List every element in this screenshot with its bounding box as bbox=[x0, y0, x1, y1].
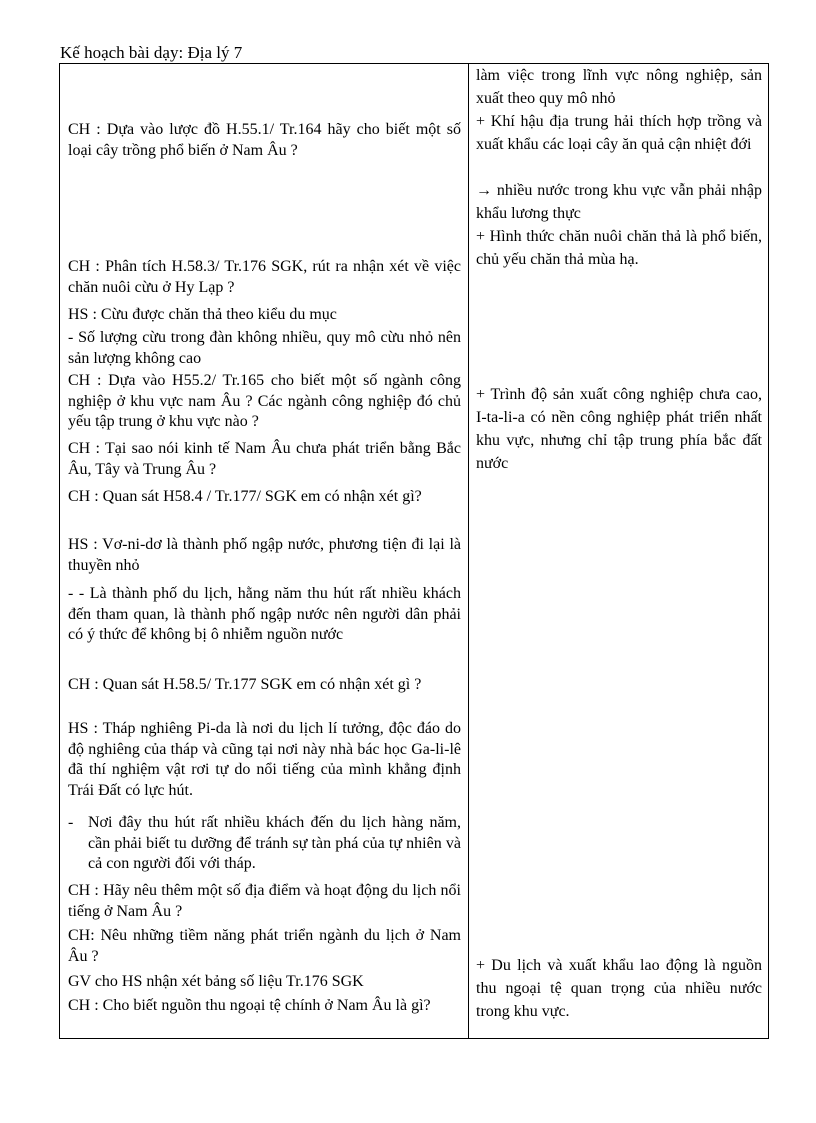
answer-sheep-1: HS : Cừu được chăn thả theo kiểu du mục bbox=[68, 306, 337, 323]
question-venice: CH : Quan sát H58.4 / Tr.177/ SGK em có nhận xét gì? bbox=[68, 488, 422, 505]
answer-pisa-2-text: Nơi đây thu hút rất nhiều khách đến du lịch hàng năm, cần phải biết tu dưỡng để tránh sự tàn phá của tự nhiên và cả con người đối với tháp. bbox=[88, 814, 461, 872]
question-economy: CH : Tại sao nói kinh tế Nam Âu chưa phát triển bằng Bắc Âu, Tây và Trung Âu ? bbox=[68, 440, 461, 478]
page-header: Kế hoạch bài dạy: Địa lý 7 bbox=[60, 43, 243, 62]
answer-industry: + Trình độ sản xuất công nghiệp chưa cao, I-ta-li-a có nền công nghiệp phát triển nhất khu vực, nhưng chỉ tập trung phía bắc đất nước bbox=[476, 386, 762, 472]
question-foreign-currency: CH : Cho biết nguồn thu ngoại tệ chính ở Nam Âu là gì? bbox=[68, 997, 431, 1014]
answer-sheep-2: - Số lượng cừu trong đàn không nhiều, quy mô cừu nhỏ nên sản lượng không cao bbox=[68, 329, 461, 367]
column-divider bbox=[468, 64, 469, 1038]
answer-climate: + Khí hậu địa trung hải thích hợp trồng và xuất khẩu các loại cây ăn quả cận nhiệt đới bbox=[476, 113, 762, 153]
answer-import: → nhiều nước trong khu vực vẫn phải nhập khẩu lương thực bbox=[476, 182, 762, 222]
dash-bullet: - bbox=[68, 814, 74, 831]
answer-venice-2: - - Là thành phố du lịch, hằng năm thu hút rất nhiều khách đến tham quan, là thành phố ngập nước nên người dân phải có ý thức để không bị ô nhiễm nguồn nước bbox=[68, 585, 461, 643]
answer-tourism: + Du lịch và xuất khẩu lao động là nguồn thu ngoại tệ quan trọng của nhiều nước trong khu vực. bbox=[476, 957, 762, 1020]
answer-pisa-1: HS : Tháp nghiêng Pi-da là nơi du lịch lí tưởng, độc đáo do độ nghiêng của tháp và cũng tại nơi này nhà bác học Ga-li-lê đã thí nghiệm vật rơi tự do nổi tiếng của mình khẳng định Trái Đất có lực hút. bbox=[68, 720, 461, 799]
question-pisa: CH : Quan sát H.58.5/ Tr.177 SGK em có nhận xét gì ? bbox=[68, 676, 422, 693]
question-sheep: CH : Phân tích H.58.3/ Tr.176 SGK, rút ra nhận xét về việc chăn nuôi cừu ở Hy Lạp ? bbox=[68, 258, 461, 296]
question-crops: CH : Dựa vào lược đồ H.55.1/ Tr.164 hãy cho biết một số loại cây trồng phổ biến ở Nam Âu ? bbox=[68, 121, 461, 159]
answer-livestock: + Hình thức chăn nuôi chăn thả là phổ biến, chủ yếu chăn thả mùa hạ. bbox=[476, 228, 762, 268]
teacher-instruction: GV cho HS nhận xét bảng số liệu Tr.176 SGK bbox=[68, 973, 364, 990]
answer-agriculture: làm việc trong lĩnh vực nông nghiệp, sản xuất theo quy mô nhỏ bbox=[476, 67, 762, 107]
question-industry: CH : Dựa vào H55.2/ Tr.165 cho biết một số ngành công nghiệp ở khu vực nam Âu ? Các ngành công nghiệp đó chủ yếu tập trung ở khu vực nào ? bbox=[68, 372, 461, 430]
question-tourism-places: CH : Hãy nêu thêm một số địa điểm và hoạt động du lịch nổi tiếng ở Nam Âu ? bbox=[68, 882, 461, 920]
answer-pisa-2 bbox=[68, 813, 461, 875]
lesson-table bbox=[59, 63, 769, 1039]
question-tourism-potential: CH: Nêu những tiềm năng phát triển ngành du lịch ở Nam Âu ? bbox=[68, 927, 461, 965]
answer-venice-1: HS : Vơ-ni-dơ là thành phố ngập nước, phương tiện đi lại là thuyền nhỏ bbox=[68, 536, 461, 574]
